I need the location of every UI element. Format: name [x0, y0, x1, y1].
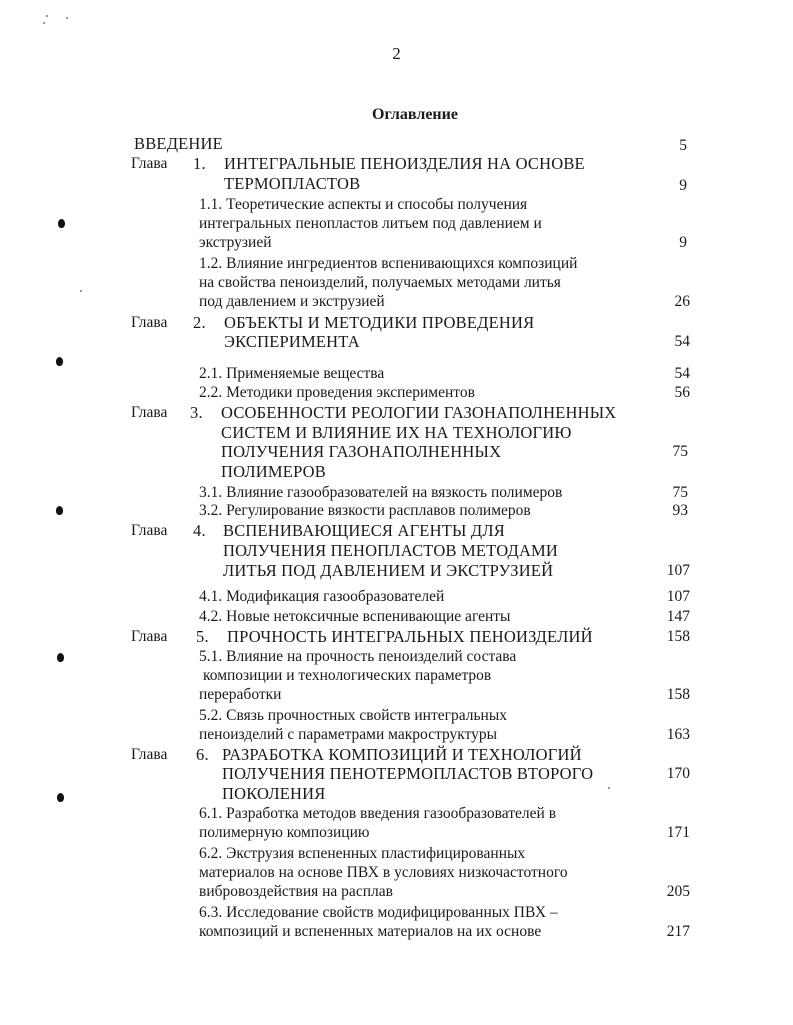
section-page: 9: [679, 234, 687, 251]
toc-intro-page: 5: [679, 137, 687, 154]
section-line: пеноизделий с параметрами макроструктуры: [199, 726, 498, 743]
section-line: переработки: [199, 686, 282, 703]
section-line: 3.1. Влияние газообразователей на вязкость полимеров: [199, 484, 563, 501]
chapter-title-line: ПОЛУЧЕНИЯ ГАЗОНАПОЛНЕННЫХ: [221, 442, 502, 461]
chapter-word: Глава: [131, 522, 168, 539]
chapter-word: Глава: [131, 314, 168, 331]
chapter-title-line: ПОЛУЧЕНИЯ ПЕНОПЛАСТОВ МЕТОДАМИ: [223, 541, 559, 560]
chapter-word: Глава: [131, 404, 168, 421]
chapter-title-line: СИСТЕМ И ВЛИЯНИЕ ИХ НА ТЕХНОЛОГИЮ: [221, 423, 572, 442]
section-line: экструзией: [199, 234, 272, 251]
section-line: материалов на основе ПВХ в условиях низкочастотного: [199, 864, 568, 881]
section-line: 2.1. Применяемые вещества: [199, 365, 385, 382]
section-line: под давлением и экструзией: [199, 293, 385, 310]
section-line: 6.3. Исследование свойств модифицированных ПВХ –: [199, 904, 558, 921]
section-page: 93: [672, 502, 688, 519]
section-page: 54: [674, 365, 690, 382]
page-number: 2: [392, 44, 401, 63]
section-line: интегральных пенопластов литьем под давлением и: [199, 215, 542, 232]
chapter-page: 75: [672, 443, 688, 460]
binder-hole-mark: [57, 793, 64, 802]
section-line: 1.1. Теоретические аспекты и способы получения: [199, 196, 528, 213]
chapter-page: 170: [666, 765, 690, 782]
section-page: 26: [674, 293, 690, 310]
section-line: 2.2. Методики проведения экспериментов: [199, 384, 475, 401]
page-title: Оглавление: [372, 106, 458, 123]
section-page: 56: [674, 384, 690, 401]
section-page: 158: [666, 686, 690, 703]
scan-speck: [66, 17, 68, 19]
section-line: 5.1. Влияние на прочность пеноизделий состава: [199, 648, 517, 665]
chapter-title-line: ВСПЕНИВАЮЩИЕСЯ АГЕНТЫ ДЛЯ: [223, 521, 505, 540]
chapter-title-line: ТЕРМОПЛАСТОВ: [224, 174, 361, 193]
chapter-page: 158: [666, 628, 690, 645]
chapter-number: 1.: [193, 154, 206, 173]
chapter-page: 107: [666, 562, 690, 579]
binder-hole-mark: [58, 219, 65, 228]
chapter-title-line: ПОЛУЧЕНИЯ ПЕНОТЕРМОПЛАСТОВ ВТОРОГО: [222, 764, 594, 783]
chapter-number: 4.: [193, 521, 206, 540]
scan-speck: [608, 787, 610, 789]
chapter-page: 9: [679, 177, 687, 194]
binder-hole-mark: [56, 357, 63, 366]
section-line: 3.2. Регулирование вязкости расплавов полимеров: [199, 502, 531, 519]
toc-intro-label: ВВЕДЕНИЕ: [134, 134, 223, 153]
section-line: 6.1. Разработка методов введения газообразователей в: [199, 805, 557, 822]
chapter-word: Глава: [131, 155, 168, 172]
section-line: полимерную композицию: [199, 824, 370, 841]
chapter-word: Глава: [131, 628, 168, 645]
binder-hole-mark: [56, 506, 63, 515]
section-page: 147: [666, 608, 690, 625]
scan-speck: [43, 22, 45, 24]
chapter-title-line: ПРОЧНОСТЬ ИНТЕГРАЛЬНЫХ ПЕНОИЗДЕЛИЙ: [227, 627, 593, 646]
chapter-word: Глава: [131, 746, 168, 763]
chapter-number: 5.: [196, 627, 209, 646]
section-page: 163: [666, 726, 690, 743]
section-line: 4.2. Новые нетоксичные вспенивающие агенты: [199, 608, 511, 625]
chapter-title-line: ОБЪЕКТЫ И МЕТОДИКИ ПРОВЕДЕНИЯ: [224, 313, 535, 332]
section-page: 217: [666, 923, 690, 940]
section-page: 75: [672, 484, 688, 501]
section-line: 6.2. Экструзия вспененных пластифицированных: [199, 845, 526, 862]
chapter-title-line: РАЗРАБОТКА КОМПОЗИЦИЙ И ТЕХНОЛОГИЙ: [222, 745, 582, 764]
section-line: 5.2. Связь прочностных свойств интегральных: [199, 707, 507, 724]
section-line: композиции и технологических параметров: [203, 667, 492, 684]
chapter-page: 54: [674, 333, 690, 350]
chapter-number: 3.: [190, 403, 203, 422]
chapter-number: 2.: [193, 313, 206, 332]
chapter-title-line: ИНТЕГРАЛЬНЫЕ ПЕНОИЗДЕЛИЯ НА ОСНОВЕ: [224, 154, 585, 173]
chapter-title-line: ОСОБЕННОСТИ РЕОЛОГИИ ГАЗОНАПОЛНЕННЫХ: [221, 403, 617, 422]
scan-speck: [46, 15, 48, 17]
chapter-title-line: ПОКОЛЕНИЯ: [222, 784, 326, 803]
chapter-title-line: ЛИТЬЯ ПОД ДАВЛЕНИЕМ И ЭКСТРУЗИЕЙ: [223, 561, 554, 580]
section-page: 171: [666, 824, 690, 841]
section-line: 4.1. Модификация газообразователей: [199, 588, 445, 605]
binder-hole-mark: [57, 653, 64, 662]
section-line: 1.2. Влияние ингредиентов вспенивающихся композиций: [199, 255, 578, 272]
section-line: композиций и вспененных материалов на их основе: [199, 923, 542, 940]
section-line: вибровоздействия на расплав: [199, 883, 393, 900]
section-page: 107: [666, 588, 690, 605]
chapter-title-line: ЭКСПЕРИМЕНТА: [224, 332, 360, 351]
chapter-number: 6.: [196, 745, 209, 764]
section-line: на свойства пеноизделий, получаемых методами литья: [199, 274, 561, 291]
chapter-title-line: ПОЛИМЕРОВ: [221, 462, 326, 481]
scan-speck: [80, 290, 82, 292]
section-page: 205: [666, 883, 690, 900]
